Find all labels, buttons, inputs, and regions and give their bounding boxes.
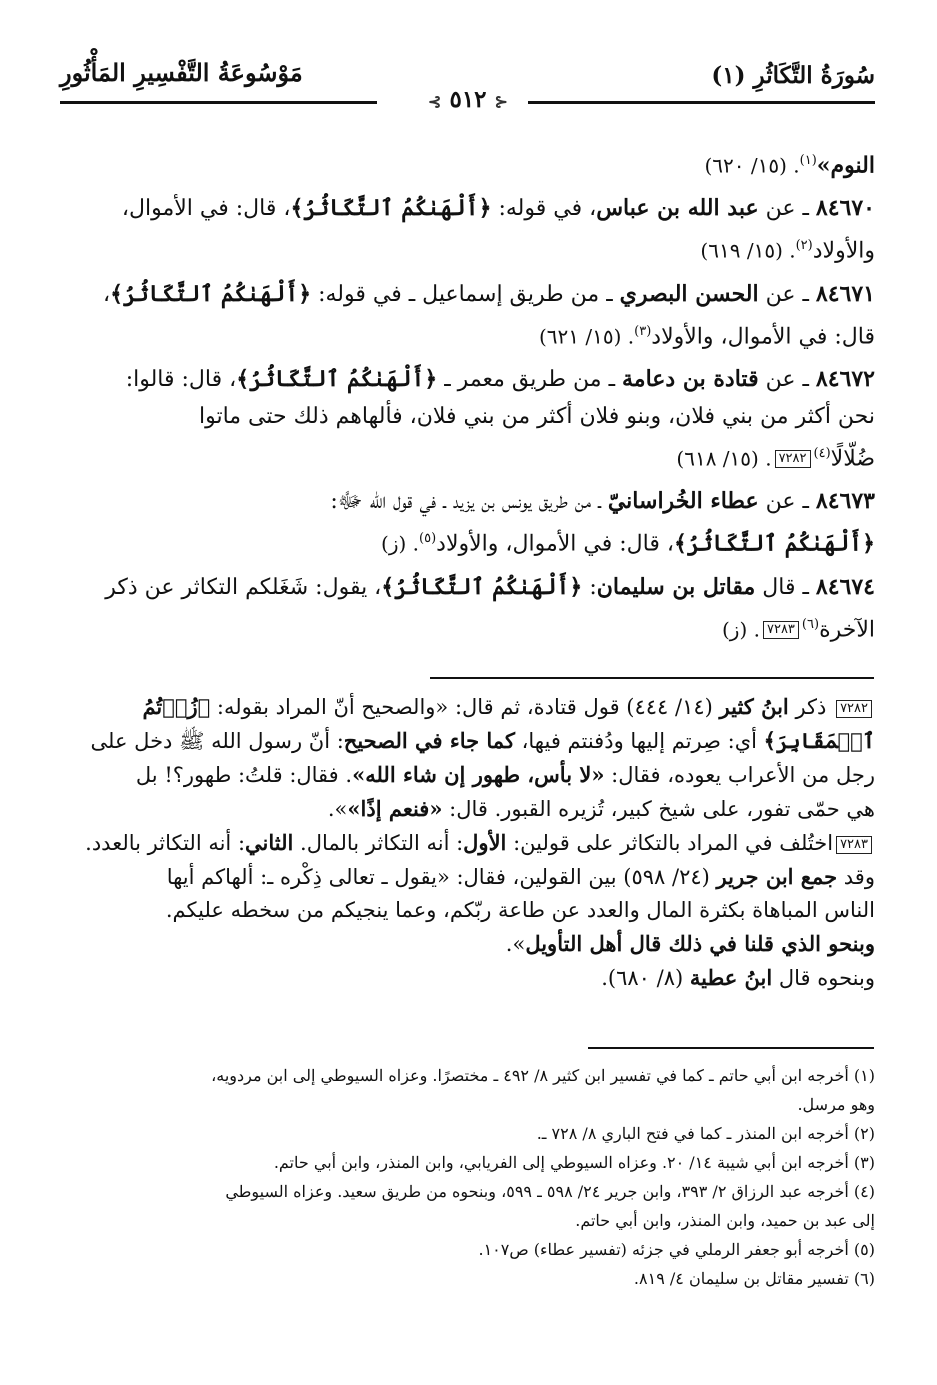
book-title: مَوْسُوعَةُ التَّفْسِيرِ المَأْثُورِ xyxy=(60,58,303,87)
reference: . (ز) xyxy=(381,531,420,556)
commentary-ref-box[interactable]: ٧٢٨٢ xyxy=(775,450,811,468)
narration-line: ضُلّالًا$^{(٤)}$٧٢٨٢. (١٥/ ٦١٨) xyxy=(676,445,875,472)
reference: . (ز) xyxy=(722,616,760,641)
narration-number: ٨٤٦٧١ xyxy=(815,280,875,307)
header-rule-right xyxy=(512,101,875,104)
commentary-line: وبنحو الذي قلنا في ذلك قال أهل التأويل». xyxy=(505,931,875,956)
commentary-line: رجل من الأعراب يعوده، فقال: «لا بأس، طهور إن شاء الله». فقال: قلتُ: طهور؟! بل xyxy=(135,762,875,787)
narrator-name: عبد الله بن عباس xyxy=(596,195,759,222)
reference: . (١٥/ ٦١٩) xyxy=(700,238,796,263)
footnote: (٥) أخرجه أبو جعفر الرملي في جزئه (تفسير عطاء) ص١٠٧. xyxy=(478,1240,875,1259)
narrations xyxy=(62,142,875,648)
commentary-line: وبنحوه قال ابنُ عطية (٨/ ٦٨٠). xyxy=(601,965,875,990)
reference: . (١٥/ ٦٢١) xyxy=(538,323,635,348)
reference: . (١٥/ ٦١٨) xyxy=(676,446,772,471)
footnote-separator xyxy=(588,1047,874,1049)
narration-number: ٨٤٦٧٠ xyxy=(815,195,875,222)
narrator-name: مقاتل بن سليمان xyxy=(596,573,756,600)
narrator-name: الحسن البصري xyxy=(619,280,759,307)
narrator-name: عطاء الخُراسانيّ xyxy=(607,488,759,515)
text-line: النوم»$^{(١)}$. (١٥/ ٦٢٠) xyxy=(704,152,875,179)
commentary-line: ٧٢٨٣اختُلف في المراد بالتكاثر على قولين: الأول: أنه التكاثر بالمال. الثاني: أنه التكاثر بالعدد. xyxy=(62,826,875,860)
commentary-line: ٱلۡمَقَابِرَ﴾ أي: صِرتم إليها ودُفنتم فيها، كما جاء في الصحيح: أنّ رسول الله ﷺ دخل على xyxy=(90,728,875,753)
quran-verse: ﴿أَلْهَىٰكُمُ ٱلتَّكَاثُرُ﴾ xyxy=(290,195,492,222)
commentary-line: وقد جمع ابن جرير (٢٤/ ٥٩٨) بين القولين، فقال: «يقول ـ تعالى ذِكْره ـ: ألهاكم أيها xyxy=(166,864,875,889)
quran-verse: ﴿أَلْهَىٰكُمُ ٱلتَّكَاثُرُ﴾ xyxy=(236,365,438,392)
quran-verse: ﴿أَلْهَىٰكُمُ ٱلتَّكَاثُرُ﴾ xyxy=(673,530,875,557)
quran-verse: ﴿زُرۡتُمُ xyxy=(142,694,211,719)
footnote-marker: (١) xyxy=(799,153,817,168)
narration-line: قال: في الأموال، والأولاد$^{(٣)}$. (١٥/ ٦٢١) xyxy=(538,323,875,349)
separator-line xyxy=(430,677,874,679)
narration-line: ٨٤٦٧٠ ـ عن عبد الله بن عباس، في قوله: ﴿أَلْهَىٰكُمُ ٱلتَّكَاثُرُ﴾، قال: في الأموال، xyxy=(121,195,875,222)
narration-line: ٨٤٦٧٣ ـ عن عطاء الخُراسانيّ ـ من طريق يونس بن يزيد ـ في قول الله ﷻ: xyxy=(330,488,875,515)
footnote-marker: (٤) xyxy=(813,445,831,461)
narration-number: ٨٤٦٧٣ xyxy=(815,488,875,515)
ornament-icon: ⊰ xyxy=(494,92,508,111)
quran-verse: ﴿أَلْهَىٰكُمُ ٱلتَّكَاثُرُ﴾ xyxy=(110,280,312,307)
commentary-section xyxy=(62,690,875,995)
narration-line: والأولاد$^{(٢)}$. (١٥/ ٦١٩) xyxy=(700,238,875,264)
commentary-ref-box[interactable]: ٧٢٨٣ xyxy=(763,621,799,639)
footnote-marker: (٦) xyxy=(801,616,820,632)
ornament-icon: ⊱ xyxy=(428,92,442,111)
commentary-line: الناس المباهاة بكثرة المال والعدد عن طاعة ربّكم، وعما ينجيكم من سخطه عليكم. xyxy=(165,898,875,922)
page-number: ٥١٢ xyxy=(449,86,487,113)
narration-line: ٨٤٦٧٢ ـ عن قتادة بن دعامة ـ من طريق معمر ـ ﴿أَلْهَىٰكُمُ ٱلتَّكَاثُرُ﴾، قال: قالوا: xyxy=(125,365,875,392)
narration-line: ٨٤٦٧٤ ـ قال مقاتل بن سليمان: ﴿أَلْهَىٰكُمُ ٱلتَّكَاثُرُ﴾، يقول: شَغَلكم التكاثر عن ذكر xyxy=(105,573,875,600)
footnote: (٢) أخرجه ابن المنذر ـ كما في فتح الباري ٨/ ٧٢٨ ـ. xyxy=(536,1124,875,1143)
commentary-line: هي حمّى تفور، على شيخ كبير، تُزيره القبور. قال: «فنعم إذًا»». xyxy=(327,796,875,821)
footnote: (٣) أخرجه ابن أبي شيبة ١٤/ ٢٠. وعزاه السيوطي إلى الفريابي، وابن المنذر، وابن أبي حاتم. xyxy=(273,1153,875,1172)
narration-number: ٨٤٦٧٢ xyxy=(815,365,875,392)
footnote-marker: (٥) xyxy=(419,531,437,547)
footnote: إلى عبد بن حميد، وابن المنذر، وابن أبي حاتم. xyxy=(575,1211,875,1230)
header-rule-left xyxy=(60,101,377,104)
footnotes xyxy=(62,1061,875,1293)
surah-title: سُورَةُ التَّكَاثُرِ (١) xyxy=(711,62,875,89)
narration-line: ٨٤٦٧١ ـ عن الحسن البصري ـ من طريق إسماعيل ـ في قوله: ﴿أَلْهَىٰكُمُ ٱلتَّكَاثُرُ﴾، xyxy=(102,280,875,307)
commentary-line: ٧٢٨٢ ذكر ابنُ كثير (١٤/ ٤٤٤) قول قتادة، ثم قال: «والصحيح أنّ المراد بقوله: ﴿زُرۡتُمُ xyxy=(62,690,875,724)
footnote-marker: (٣) xyxy=(634,323,652,339)
narration-number: ٨٤٦٧٤ xyxy=(815,573,875,600)
page-number-block xyxy=(408,86,528,113)
footnote: (٤) أخرجه عبد الرزاق ٢/ ٣٩٣، وابن جرير ٢٤/ ٥٩٨ ـ ٥٩٩، وبنحوه من طريق سعيد. وعزاه السيوطي xyxy=(225,1182,875,1201)
quran-verse: ٱلۡمَقَابِرَ﴾ xyxy=(763,728,875,753)
footnote: (١) أخرجه ابن أبي حاتم ـ كما في تفسير ابن كثير ٨/ ٤٩٢ ـ مختصرًا. وعزاه السيوطي إلى ابن مردويه، xyxy=(211,1066,875,1085)
narrator-name: قتادة بن دعامة xyxy=(622,365,759,392)
narration-line: ﴿أَلْهَىٰكُمُ ٱلتَّكَاثُرُ﴾، قال: في الأموال، والأولاد$^{(٥)}$. (ز) xyxy=(381,530,875,557)
quran-verse: ﴿أَلْهَىٰكُمُ ٱلتَّكَاثُرُ﴾ xyxy=(381,573,583,600)
narration-line: نحن أكثر من بني فلان، وبنو فلان أكثر من بني فلان، فألهاهم ذلك حتى ماتوا xyxy=(198,403,875,429)
footnote-marker: (٢) xyxy=(795,238,813,254)
commentary-ref-box: ٧٢٨٢ xyxy=(836,700,872,718)
footnote: وهو مرسل. xyxy=(797,1095,875,1114)
commentary-ref-box: ٧٢٨٣ xyxy=(836,836,872,854)
narration-line: الآخرة$^{(٦)}$٧٢٨٣. (ز) xyxy=(722,616,875,642)
footnote: (٦) تفسير مقاتل بن سليمان ٤/ ٨١٩. xyxy=(633,1269,875,1288)
